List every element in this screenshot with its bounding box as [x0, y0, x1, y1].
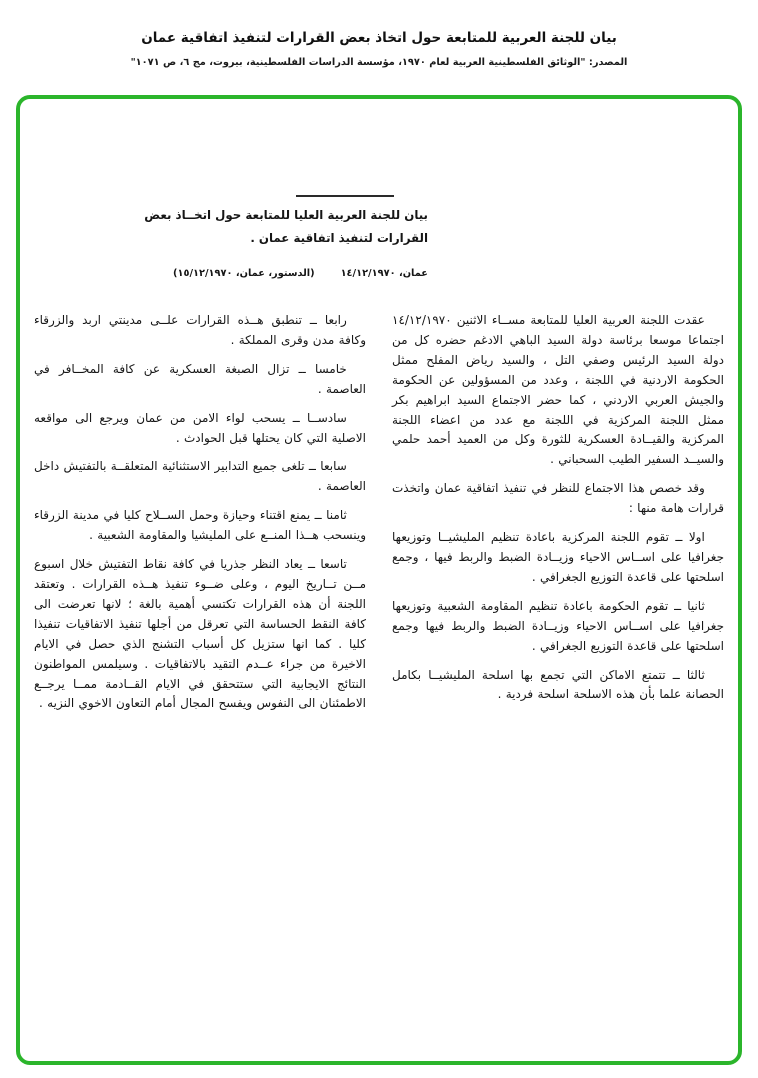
text-columns — [34, 311, 724, 723]
document-title-line-2: القرارات لتنفيذ اتفاقية عمان . — [250, 231, 428, 245]
paragraph-item-seventh: سابعا ــ تلغى جميع التدابير الاستثنائية المتعلقــة بالتفتيش داخل العاصمة . — [34, 459, 366, 494]
paragraph-item-second: ثانيا ــ تقوم الحكومة باعادة تنظيم المقاومة الشعبية وتوزيعها جغرافيا على اســاس الاحياء وزيــادة الضبط والربط فيها وجمع اسلحتها على قاعدة التوزيع الجغرافي . — [392, 598, 724, 653]
paragraph-intro-decisions: وقد خصص هذا الاجتماع للنظر في تنفيذ اتفاقية عمان واتخذت قرارات هامة منها : — [392, 481, 724, 516]
page-title: بيان للجنة العربية للمتابعة حول اتخاذ بعض القرارات لتنفيذ اتفاقية عمان — [141, 30, 617, 46]
dateline-place-date: عمان، ١٤/١٢/١٩٧٠ — [340, 268, 428, 279]
paragraph-item-fourth: رابعا ــ تنطبق هــذه القرارات علــى مدينتي اربد والزرقاء وكافة مدن وقرى المملكة . — [34, 313, 366, 347]
column-right — [392, 311, 724, 714]
document-scan — [20, 99, 738, 723]
scan-artifact-line — [296, 195, 394, 197]
paragraph-item-first: اولا ــ تقوم اللجنة المركزية باعادة تنظيم المليشيــا وتوزيعها جغرافيا على اســاس الاحياء وزيــادة الضبط والربط فيها ، وجمع اسلحتها على قاعدة التوزيع الجغرافي . — [392, 530, 724, 584]
document-title-line-1: بيان للجنة العربية العليا للمتابعة حول اتخــاذ بعض — [144, 208, 428, 222]
paragraph-opening: عقدت اللجنة العربية العليا للمتابعة مســاء الاثنين ١٤/١٢/١٩٧٠ اجتماعا موسعا برئاسة دولة السيد الباهي الادغم حضره كل من دولة السيد الرئيس وصفي التل ، والسيد رياض المفلح ممثل الحكومة الاردنية في اللجنة ، وعدد من المسؤولين عن الحكومة والجيش العربي الاردني ، كما حضر الاجتماع السيد ابراهيم بكر ممثل اللجنة المركزية في اللجنة مع عدد من اعضاء اللجنة المركزية والقيــادة العسكرية للثورة وكل من العميد أحمد حلمي والسيــد السفير الطيب السحباني . — [392, 313, 724, 467]
source-citation: المصدر: "الوثائق الفلسطينية العربية لعام ١٩٧٠، مؤسسة الدراسات الفلسطينية، بيروت، مج ٦، ص ١٠٧١" — [130, 57, 628, 68]
page-header — [0, 0, 758, 68]
paragraph-item-sixth: سادســا ــ يسحب لواء الامن من عمان ويرجع الى مواقعه الاصلية التي كان يحتلها قبل الحوادث . — [34, 410, 366, 445]
column-left — [34, 311, 366, 723]
paragraph-item-third: ثالثا ــ تتمتع الاماكن التي تجمع بها اسلحة المليشيــا بكامل الحصانة علما بأن هذه الاسلحة اسلحة فردية . — [392, 667, 724, 702]
paragraph-item-eighth: ثامنا ــ يمنع اقتناء وحيازة وحمل الســلاح كليا في مدينة الزرقاء وينسحب هــذا المنــع على المليشيا والمقاومة الشعبية . — [34, 508, 366, 543]
dateline — [173, 268, 428, 279]
paragraph-item-ninth-closing: تاسعا ــ يعاد النظر جذريا في كافة نقاط التفتيش خلال اسبوع مــن تــاريخ اليوم ، وعلى ضــوء تنفيذ هــذه القرارات . وتعتقد اللجنة أن هذه القرارات تكتسي أهمية بالغة ؛ لانها تعرضت الى كافة النقط الحساسة التي تعرقل من أجلها تنفيذ الاتفاقيات تنفيذا كليا . كما انها ستزيل كل أسباب التشنج الذي حصل في الايام الاخيرة من جراء عــدم التقيد بالاتفاقيات . وسيلمس المواطنون النتائج الايجابية التي ستتحقق في الايام القــادمة ممــا يرجــع الاطمئنان الى النفوس ويفسح المجال أمام التعاون الاخوي النزيه . — [34, 557, 366, 711]
document-frame — [16, 95, 742, 1065]
dateline-newspaper: (الدستور، عمان، ١٥/١٢/١٩٧٠) — [173, 268, 315, 279]
document-title — [144, 204, 428, 250]
paragraph-item-fifth: خامسا ــ تزال الصبغة العسكرية عن كافة المخــافر في العاصمة . — [34, 361, 366, 396]
